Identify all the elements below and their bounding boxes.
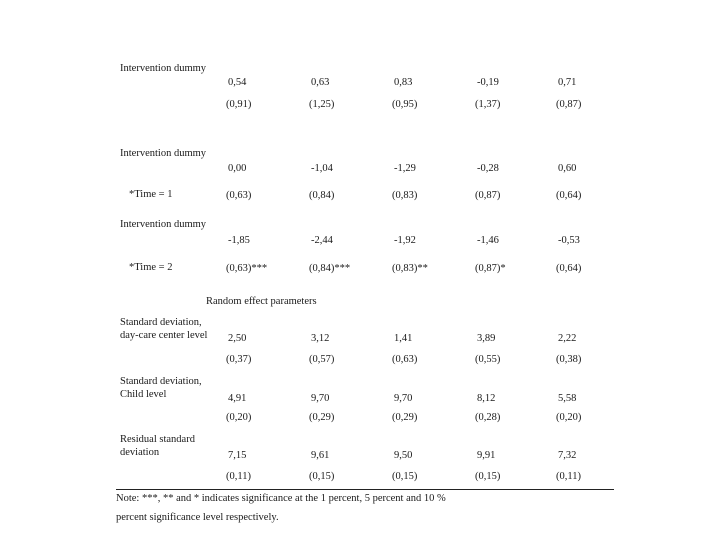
se-cell: (0,20) <box>556 412 582 423</box>
row-sublabel: *Time = 1 <box>129 189 173 200</box>
se-cell: (0,57) <box>309 354 335 365</box>
coef-cell: 0,63 <box>311 77 330 88</box>
coef-cell: 9,61 <box>311 450 330 461</box>
coef-cell: -0,28 <box>477 163 499 174</box>
se-cell: (0,84) <box>309 190 335 201</box>
coef-cell: 0,71 <box>558 77 577 88</box>
coef-cell: 9,50 <box>394 450 413 461</box>
se-cell: (0,87)* <box>475 263 506 274</box>
se-cell: (0,64) <box>556 190 582 201</box>
row-label: Standard deviation, day-care center level <box>120 317 208 341</box>
se-cell: (0,38) <box>556 354 582 365</box>
se-cell: (0,29) <box>392 412 418 423</box>
section-heading: Random effect parameters <box>206 296 317 307</box>
coef-cell: -1,92 <box>394 235 416 246</box>
coef-cell: 0,83 <box>394 77 413 88</box>
coef-cell: 1,41 <box>394 333 413 344</box>
table-note-line-2: percent significance level respectively. <box>116 512 279 523</box>
coef-cell: 5,58 <box>558 393 577 404</box>
table-note-line-1: Note: ***, ** and * indicates significance at the 1 percent, 5 percent and 10 % <box>116 493 446 504</box>
table-bottom-rule <box>116 489 614 490</box>
coef-cell: 8,12 <box>477 393 496 404</box>
coef-cell: 0,54 <box>228 77 247 88</box>
coef-cell: 2,50 <box>228 333 247 344</box>
se-cell: (0,87) <box>475 190 501 201</box>
row-label: Intervention dummy <box>120 219 207 230</box>
se-cell: (0,11) <box>556 471 581 482</box>
coef-cell: -0,53 <box>558 235 580 246</box>
se-cell: (0,83) <box>392 190 418 201</box>
se-cell: (0,95) <box>392 99 418 110</box>
se-cell: (0,55) <box>475 354 501 365</box>
coef-cell: -0,19 <box>477 77 499 88</box>
se-cell: (0,63)*** <box>226 263 268 274</box>
coef-cell: 2,22 <box>558 333 577 344</box>
se-cell: (0,91) <box>226 99 252 110</box>
se-cell: (0,15) <box>309 471 335 482</box>
se-cell: (1,25) <box>309 99 335 110</box>
coef-cell: 7,32 <box>558 450 577 461</box>
coef-cell: 7,15 <box>228 450 247 461</box>
coef-cell: 4,91 <box>228 393 247 404</box>
se-cell: (0,11) <box>226 471 251 482</box>
se-cell: (0,63) <box>226 190 252 201</box>
coef-cell: -1,29 <box>394 163 416 174</box>
se-cell: (0,15) <box>475 471 501 482</box>
coef-cell: 0,00 <box>228 163 247 174</box>
coef-cell: -1,04 <box>311 163 333 174</box>
coef-cell: 3,89 <box>477 333 496 344</box>
row-label: Intervention dummy <box>120 63 207 74</box>
coef-cell: -1,85 <box>228 235 250 246</box>
se-cell: (0,37) <box>226 354 252 365</box>
se-cell: (0,83)** <box>392 263 428 274</box>
se-cell: (0,64) <box>556 263 582 274</box>
row-sublabel: *Time = 2 <box>129 262 173 273</box>
coef-cell: 3,12 <box>311 333 330 344</box>
row-label: Residual standard deviation <box>120 434 195 458</box>
se-cell: (0,63) <box>392 354 418 365</box>
se-cell: (0,28) <box>475 412 501 423</box>
row-label: Intervention dummy <box>120 148 207 159</box>
coef-cell: 0,60 <box>558 163 577 174</box>
coef-cell: -1,46 <box>477 235 499 246</box>
se-cell: (1,37) <box>475 99 501 110</box>
se-cell: (0,15) <box>392 471 418 482</box>
coef-cell: 9,70 <box>394 393 413 404</box>
se-cell: (0,87) <box>556 99 582 110</box>
se-cell: (0,84)*** <box>309 263 351 274</box>
se-cell: (0,29) <box>309 412 335 423</box>
coef-cell: 9,70 <box>311 393 330 404</box>
row-label: Standard deviation, Child level <box>120 376 202 400</box>
coef-cell: -2,44 <box>311 235 333 246</box>
coef-cell: 9,91 <box>477 450 496 461</box>
se-cell: (0,20) <box>226 412 252 423</box>
